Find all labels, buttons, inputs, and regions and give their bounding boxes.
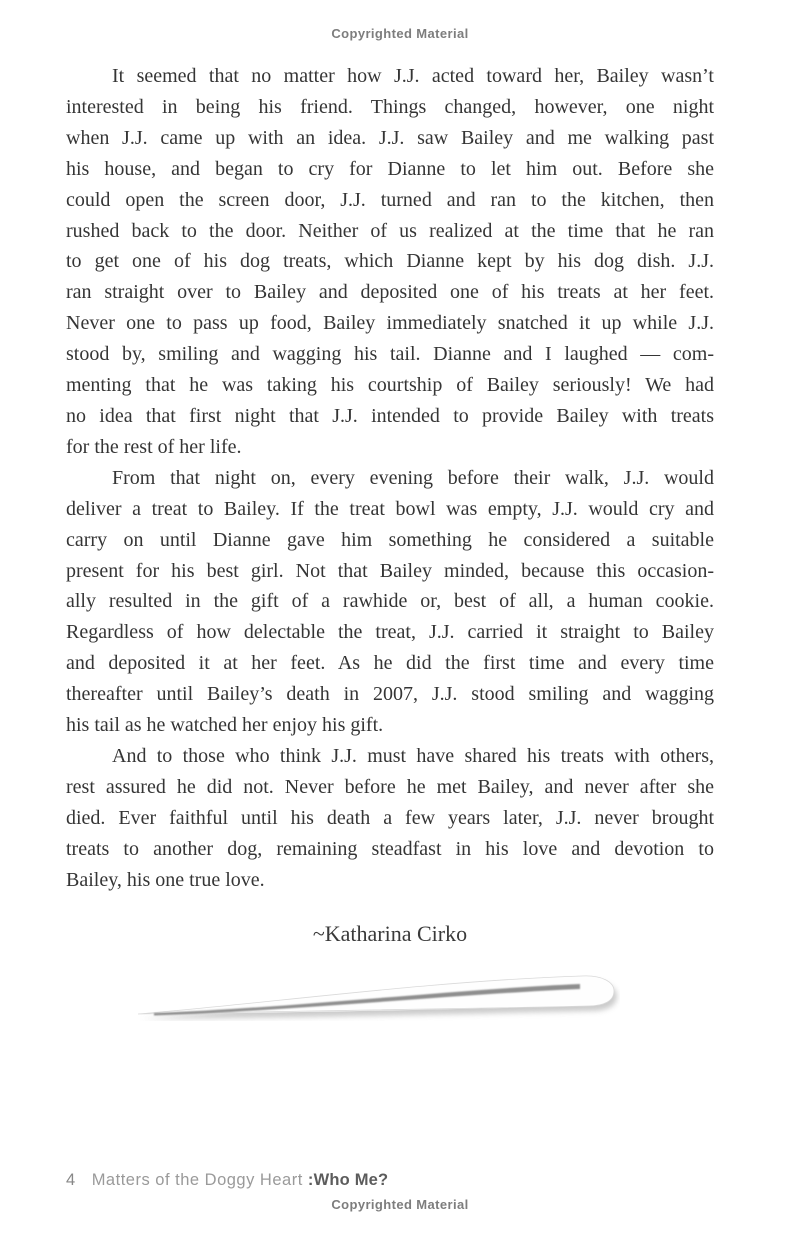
text-line: stood by, smiling and wagging his tail. Dianne and I laughed — com- xyxy=(66,343,714,366)
text-line: menting that he was taking his courtship of Bailey seriously! We had xyxy=(66,374,714,397)
text-line: From that night on, every evening before their walk, J.J. would xyxy=(112,466,714,489)
text-line: his house, and began to cry for Dianne to let him out. Before she xyxy=(66,157,714,180)
running-footer xyxy=(66,1171,388,1190)
paragraph xyxy=(66,741,714,896)
text-line: treats to another dog, remaining steadfast in his love and devotion to xyxy=(66,837,714,860)
copyright-notice-top: Copyrighted Material xyxy=(331,26,469,41)
text-line: when J.J. came up with an idea. J.J. saw Bailey and me walking past xyxy=(66,126,714,149)
swoosh-icon xyxy=(130,963,620,1021)
text-line: deliver a treat to Bailey. If the treat bowl was empty, J.J. would cry and xyxy=(66,497,714,520)
text-line: And to those who think J.J. must have shared his treats with others, xyxy=(112,744,714,767)
text-line: died. Ever faithful until his death a few years later, J.J. never brought xyxy=(66,806,714,829)
text-line: could open the screen door, J.J. turned and ran to the kitchen, then xyxy=(66,188,714,211)
text-line: and deposited it at her feet. As he did the first time and every time xyxy=(66,652,714,675)
copyright-notice-bottom: Copyrighted Material xyxy=(331,1197,469,1212)
text-line: ally resulted in the gift of a rawhide or, best of all, a human cookie. xyxy=(66,590,714,613)
text-line: Bailey, his one true love. xyxy=(66,868,265,891)
text-line: rest assured he did not. Never before he met Bailey, and never after she xyxy=(66,775,714,798)
text-line: thereafter until Bailey’s death in 2007, J.J. stood smiling and wagging xyxy=(66,683,714,706)
text-line: no idea that first night that J.J. intended to provide Bailey with treats xyxy=(66,404,714,427)
text-line: Regardless of how delectable the treat, J.J. carried it straight to Bailey xyxy=(66,621,714,644)
page-number: 4 xyxy=(66,1171,76,1189)
swoosh-flourish-graphic xyxy=(130,963,620,1021)
text-line: present for his best girl. Not that Bailey minded, because this occasion- xyxy=(66,559,714,582)
paragraph xyxy=(66,463,714,741)
text-line: rushed back to the door. Neither of us realized at the time that he ran xyxy=(66,219,714,242)
footer-title xyxy=(92,1171,389,1190)
footer-separator: : xyxy=(307,1171,314,1189)
footer-book-title: Matters of the Doggy Heart xyxy=(91,1171,303,1189)
text-line: interested in being his friend. Things changed, however, one night xyxy=(66,95,714,118)
text-line: to get one of his dog treats, which Dianne kept by his dog dish. J.J. xyxy=(66,250,714,273)
text-line: for the rest of her life. xyxy=(66,435,242,458)
text-line: Never one to pass up food, Bailey immediately snatched it up while J.J. xyxy=(66,312,714,335)
text-line: ran straight over to Bailey and deposited one of his treats at her feet. xyxy=(66,281,714,304)
footer-chapter-title: Who Me? xyxy=(313,1171,389,1189)
text-line: his tail as he watched her enjoy his gift. xyxy=(66,714,384,737)
author-attribution: ~Katharina Cirko xyxy=(312,921,468,947)
body-text xyxy=(66,61,714,895)
text-line: It seemed that no matter how J.J. acted toward her, Bailey wasn’t xyxy=(112,65,714,87)
text-line: carry on until Dianne gave him something he considered a suitable xyxy=(66,528,714,551)
paragraph xyxy=(66,61,714,463)
